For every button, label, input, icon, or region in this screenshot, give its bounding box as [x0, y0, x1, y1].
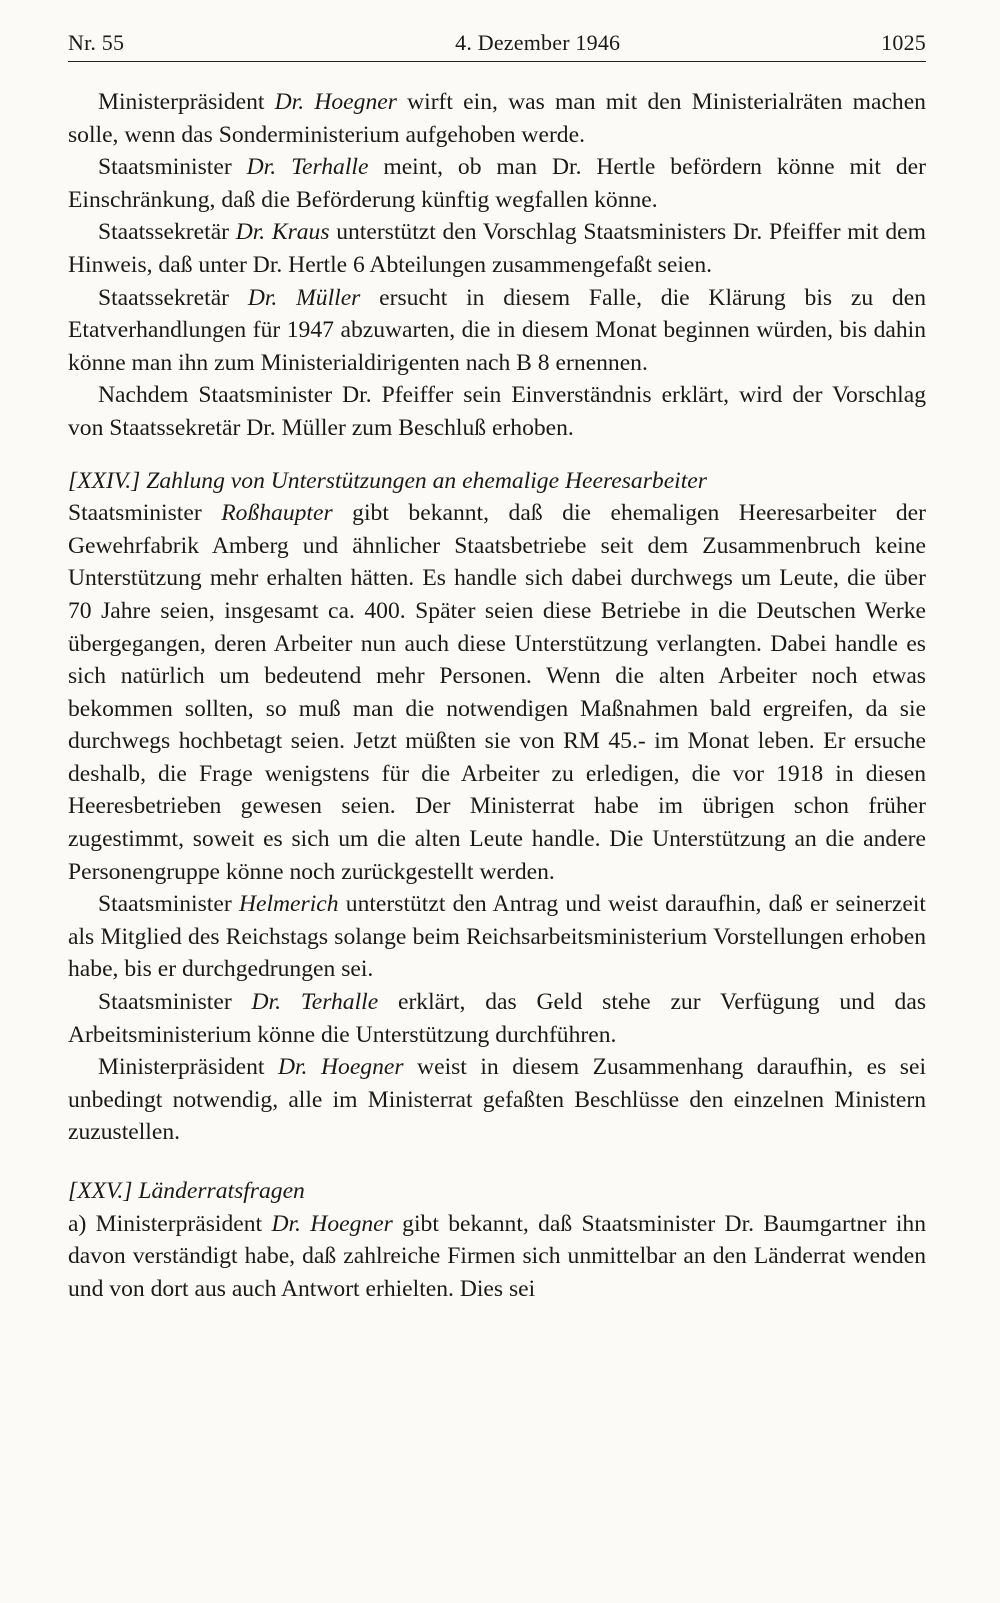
paragraph: Ministerpräsident Dr. Hoegner weist in diesem Zusammenhang daraufhin, es sei unbedingt notwendig, alle im Ministerrat gefaßten Beschlüsse den einzelnen Ministern zuzustellen.: [68, 1054, 926, 1146]
paragraph: Staatsminister Dr. Terhalle erklärt, das Geld stehe zur Verfügung und das Arbeitsministerium könne die Unterstützung durchführen.: [68, 989, 926, 1048]
speaker-name: Müller: [296, 284, 361, 311]
paragraph: Staatsminister Dr. Terhalle meint, ob man Dr. Hertle befördern könne mit der Einschränkung, daß die Beförderung künftig wegfallen könne.: [68, 154, 926, 213]
paragraph: Staatsminister Roßhaupter gibt bekannt, daß die ehemaligen Heeresarbeiter der Gewehrfabrik Amberg und ähnlicher Staatsbetriebe seit dem Zusammenbruch keine Unterstützung mehr erhalten hätten. Es handle sich dabei durchwegs um Leute, die über 70 Jahre seien, insgesamt ca. 400. Später seien diese Betriebe in die Deutschen Werke übergegangen, deren Arbeiter nun auch diese Unterstützung verlangten. Dabei handle es sich natürlich um bedeutend mehr Personen. Wenn die alten Arbeiter noch etwas bekommen sollten, so muß man die notwendigen Maßnahmen bald ergreifen, da sie durchwegs hochbetagt seien. Jetzt müßten sie von RM 45.- im Monat leben. Er ersuche deshalb, die Frage wenigstens für die Arbeiter zu erledigen, die vor 1918 in diesen Heeresbetrieben gewesen seien. Der Ministerrat habe im übrigen schon früher zugestimmt, soweit es sich um die alten Leute handle. Die Unterstützung an die andere Personengruppe könne noch zurückgestellt werden.: [68, 500, 926, 885]
paragraph: Nachdem Staatsminister Dr. Pfeiffer sein Einverständnis erklärt, wird der Vorschlag von Staatssekretär Dr. Müller zum Beschluß erhoben.: [68, 382, 926, 441]
running-head: [68, 30, 926, 62]
page-number: 1025: [881, 30, 926, 55]
speaker-name: Terhalle: [291, 154, 369, 181]
paragraph: a) Ministerpräsident Dr. Hoegner gibt bekannt, daß Staatsminister Dr. Baumgartner ihn davon verständigt habe, daß zahlreiche Firmen sich unmittelbar an den Länderrat wenden und von dort aus auch Antwort erhielten. Dies sei: [68, 1210, 926, 1302]
speaker-name: Hoegner: [310, 1210, 393, 1237]
issue-date: 4. Dezember 1946: [455, 30, 621, 55]
section-number: XXIV.: [77, 467, 132, 494]
speaker-name: Kraus: [271, 219, 330, 246]
document-page: [68, 30, 926, 1305]
issue-number: Nr. 55: [68, 30, 125, 55]
section-title: Zahlung von Unterstützungen an ehemalige Heeresarbeiter: [146, 467, 707, 494]
section-number: XXV.: [77, 1178, 124, 1204]
speaker-name: Roßhaupter: [221, 500, 333, 527]
section-heading-xxv: [XXV.] Länderratsfragen: [68, 1178, 305, 1204]
paragraph: Ministerpräsident Dr. Hoegner wirft ein, was man mit den Ministerialräten machen solle, wenn das Sonderministerium aufgehoben werde.: [68, 89, 926, 148]
speaker-name: Helmerich: [238, 891, 339, 918]
paragraph: Staatssekretär Dr. Müller ersucht in diesem Falle, die Klärung bis zu den Etatverhandlungen für 1947 abzuwarten, die in diesem Monat beginnen würden, bis dahin könne man ihn zum Ministerialdirigenten nach B 8 ernennen.: [68, 284, 926, 376]
paragraph: Staatsminister Helmerich unterstützt den Antrag und weist daraufhin, daß er seinerzeit als Mitglied des Reichstags solange beim Reichsarbeitsministerium Vorstellungen erhoben habe, bis er durchgedrungen sei.: [68, 891, 926, 983]
speaker-name: Hoegner: [314, 89, 397, 115]
speaker-name: Terhalle: [300, 989, 379, 1016]
body-text: [68, 86, 926, 1305]
paragraph: Staatssekretär Dr. Kraus unterstützt den Vorschlag Staatsministers Dr. Pfeiffer mit dem Hinweis, daß unter Dr. Hertle 6 Abteilungen zusammengefaßt seien.: [68, 219, 926, 278]
list-label: a): [68, 1210, 96, 1237]
section-title: Länderratsfragen: [138, 1178, 305, 1204]
section-heading-xxiv: [XXIV.] Zahlung von Unterstützungen an ehemalige Heeresarbeiter: [68, 467, 707, 494]
speaker-name: Hoegner: [320, 1054, 404, 1081]
